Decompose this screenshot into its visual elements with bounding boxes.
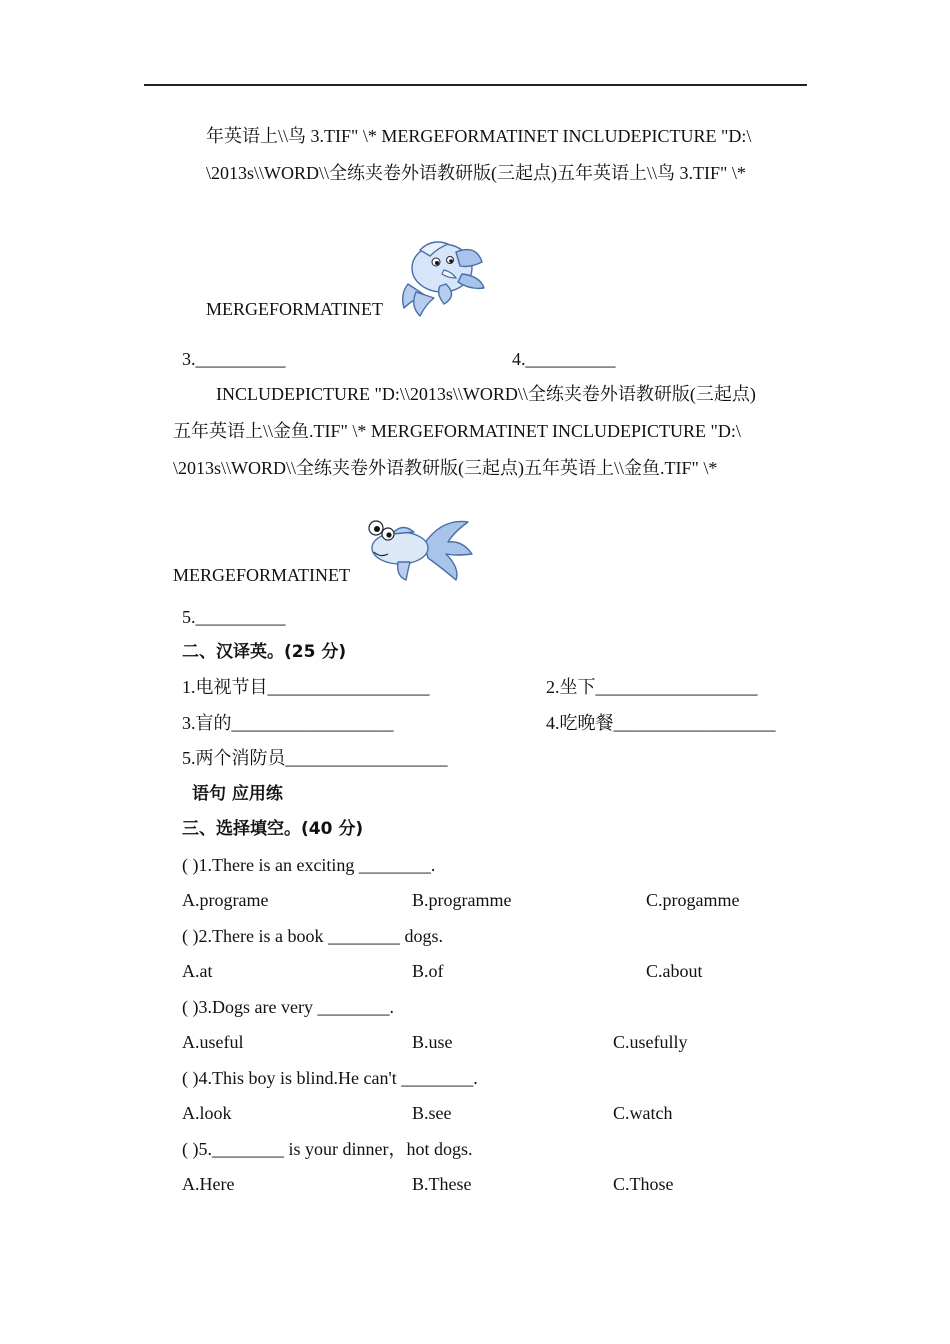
question-4-option-b: B.see bbox=[412, 1103, 452, 1123]
fish-line-1: INCLUDEPICTURE "D:\\2013s\\WORD\\全练夹卷外语教研版(三起点) bbox=[216, 384, 756, 404]
bird-picture bbox=[396, 232, 488, 318]
intro-line-1: 年英语上\\鸟 3.TIF" \* MERGEFORMATINET INCLUDEPICTURE "D:\ bbox=[206, 126, 752, 146]
intro-line-3: MERGEFORMATINET bbox=[206, 299, 384, 319]
question-4-stem: ( )4.This boy is blind.He can't ________. bbox=[182, 1068, 478, 1088]
goldfish-picture bbox=[362, 514, 474, 584]
section-3-title: 三、选择填空。(40 分) bbox=[182, 819, 364, 839]
intro-line-2: \2013s\\WORD\\全练夹卷外语教研版(三起点)五年英语上\\鸟 3.TIF" \* bbox=[206, 163, 746, 183]
question-2-option-b: B.of bbox=[412, 961, 444, 981]
question-3-option-c: C.usefully bbox=[613, 1032, 688, 1052]
question-3-option-b: B.use bbox=[412, 1032, 453, 1052]
translation-item-3: 3.盲的__________________ bbox=[182, 713, 394, 733]
blank-item-5: 5.__________ bbox=[182, 607, 286, 627]
question-3-option-a: A.useful bbox=[182, 1032, 244, 1052]
blank-item-3: 3.__________ bbox=[182, 349, 286, 369]
blank-item-4: 4.__________ bbox=[512, 349, 616, 369]
question-1-stem: ( )1.There is an exciting ________. bbox=[182, 855, 436, 875]
translation-item-5: 5.两个消防员__________________ bbox=[182, 748, 448, 768]
question-2-option-a: A.at bbox=[182, 961, 213, 981]
translation-item-4: 4.吃晚餐__________________ bbox=[546, 713, 776, 733]
sub-heading: 语句 应用练 bbox=[192, 784, 283, 804]
header-rule bbox=[144, 84, 807, 86]
question-3-stem: ( )3.Dogs are very ________. bbox=[182, 997, 394, 1017]
question-5-option-c: C.Those bbox=[613, 1174, 674, 1194]
translation-item-2: 2.坐下__________________ bbox=[546, 677, 758, 697]
section-2-title: 二、汉译英。(25 分) bbox=[182, 642, 347, 662]
question-4-option-a: A.look bbox=[182, 1103, 232, 1123]
fish-line-4: MERGEFORMATINET bbox=[173, 565, 351, 585]
fish-line-3: \2013s\\WORD\\全练夹卷外语教研版(三起点)五年英语上\\金鱼.TIF" \* bbox=[173, 458, 718, 478]
translation-item-1: 1.电视节目__________________ bbox=[182, 677, 430, 697]
question-1-option-c: C.progamme bbox=[646, 890, 740, 910]
question-1-option-a: A.programe bbox=[182, 890, 269, 910]
question-1-option-b: B.programme bbox=[412, 890, 512, 910]
question-5-stem: ( )5.________ is your dinner，hot dogs. bbox=[182, 1139, 473, 1159]
question-5-option-a: A.Here bbox=[182, 1174, 235, 1194]
question-5-option-b: B.These bbox=[412, 1174, 472, 1194]
question-4-option-c: C.watch bbox=[613, 1103, 673, 1123]
fish-line-2: 五年英语上\\金鱼.TIF" \* MERGEFORMATINET INCLUDEPICTURE "D:\ bbox=[173, 421, 741, 441]
question-2-option-c: C.about bbox=[646, 961, 703, 981]
question-2-stem: ( )2.There is a book ________ dogs. bbox=[182, 926, 443, 946]
